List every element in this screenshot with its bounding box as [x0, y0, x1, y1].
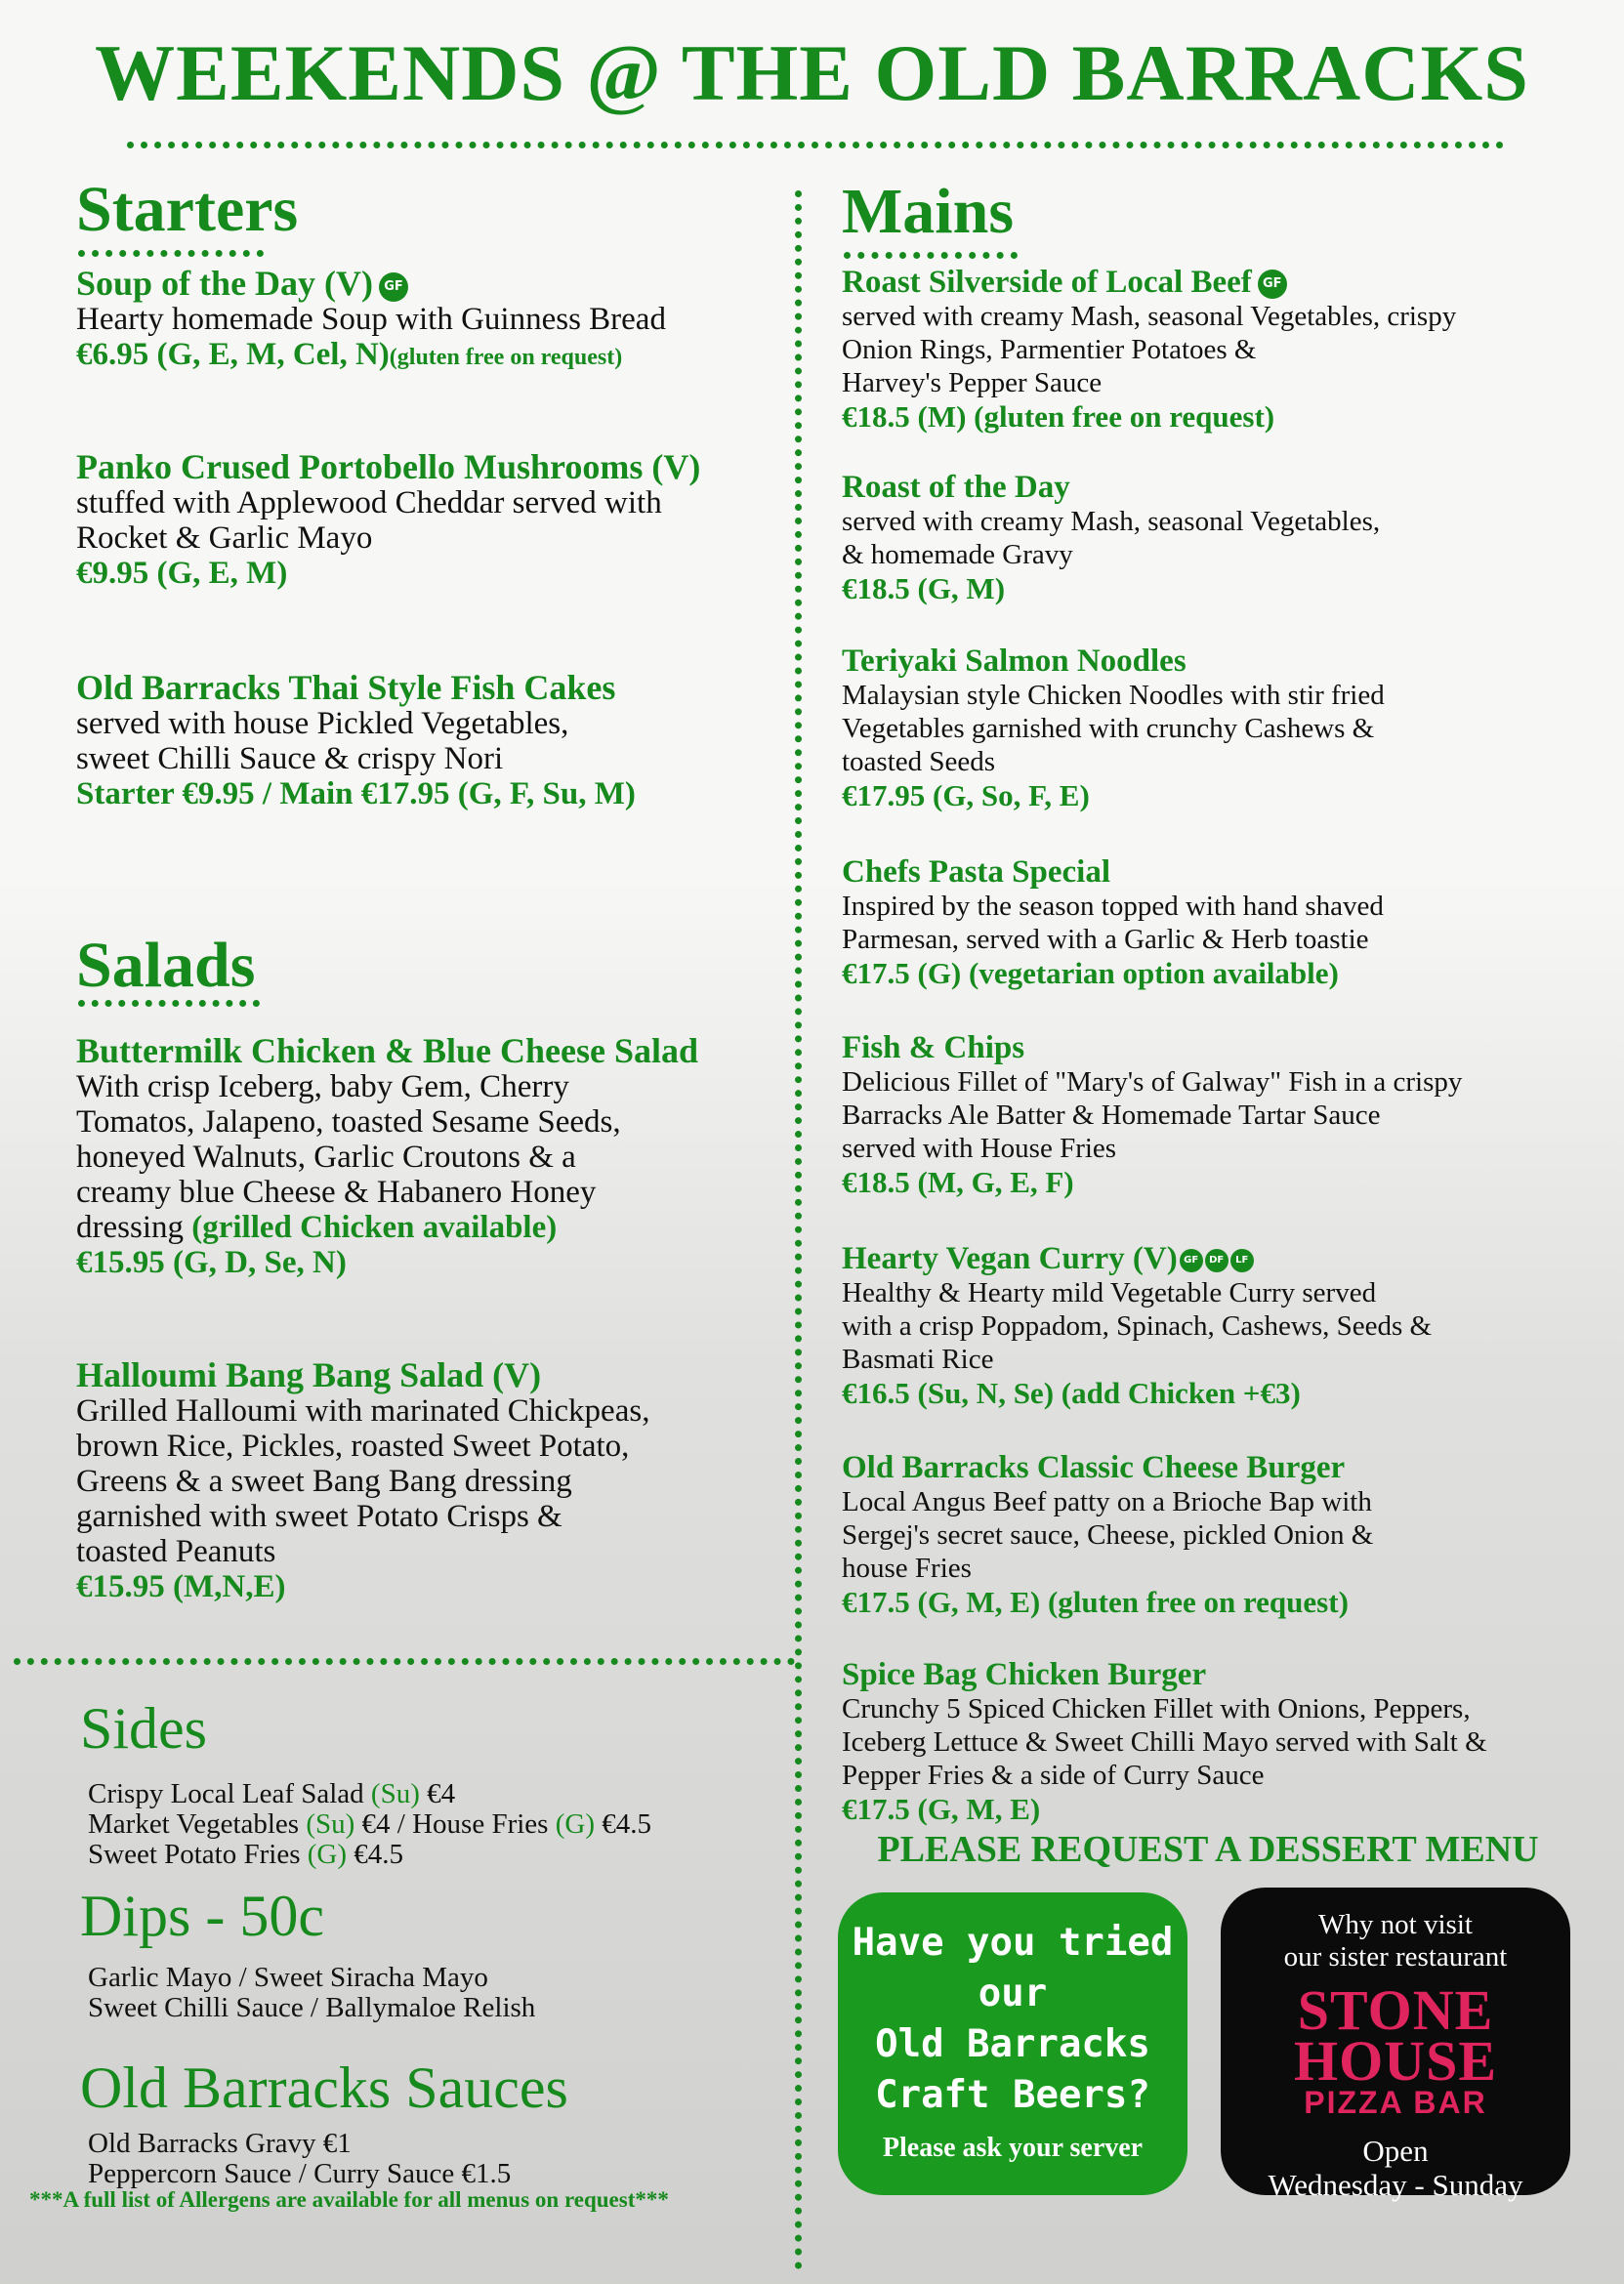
sister-restaurant-promo: [1221, 1888, 1570, 2202]
item-name: Hearty Vegan Curry (V): [842, 1241, 1178, 1276]
item-description-line: Delicious Fillet of "Mary's of Galway" Fish in a crispy: [842, 1066, 1463, 1098]
item-name: Roast Silverside of Local Beef: [842, 265, 1252, 300]
mains-underline: [844, 252, 1018, 259]
item-price: €18.5 (M) (gluten free on request): [842, 399, 1275, 434]
item-description-line: Malaysian style Chicken Noodles with stir fried: [842, 680, 1385, 711]
promo-line: Craft Beers?: [875, 2073, 1150, 2117]
item-description-line: Tomatos, Jalapeno, toasted Sesame Seeds,: [76, 1104, 621, 1140]
side-line: Sweet Potato Fries (G) €4.5: [88, 1839, 404, 1870]
menu-title: WEEKENDS @ THE OLD BARRACKS: [95, 28, 1529, 117]
item-description-line: Iceberg Lettuce & Sweet Chilli Mayo served with Salt &: [842, 1726, 1487, 1758]
promo-line: Old Barracks: [875, 2022, 1150, 2066]
item-description-line: toasted Peanuts: [76, 1534, 276, 1569]
item-price: €15.95 (G, D, Se, N): [76, 1245, 347, 1280]
item-description-line: brown Rice, Pickles, roasted Sweet Potato,: [76, 1429, 630, 1464]
item-price: €17.5 (G, M, E): [842, 1792, 1041, 1826]
item-description-line: Vegetables garnished with crunchy Cashews &: [842, 713, 1375, 744]
item-price: Starter €9.95 / Main €17.95 (G, F, Su, M): [76, 776, 636, 811]
item-description-line: honeyed Walnuts, Garlic Croutons & a: [76, 1140, 576, 1175]
gluten-free-badge: GF: [1180, 1249, 1203, 1272]
side-line: Market Vegetables (Su) €4 / House Fries (G) €4.5: [88, 1808, 651, 1840]
item-description-line: Inspired by the season topped with hand shaved: [842, 891, 1384, 922]
starter-soup: [76, 266, 818, 375]
item-name: Old Barracks Classic Cheese Burger: [842, 1450, 1346, 1485]
item-description-line: dressing: [76, 1210, 192, 1245]
sides-divider: [14, 1658, 795, 1665]
item-description-line: sweet Chilli Sauce & crispy Nori: [76, 741, 504, 776]
item-description-line: served with creamy Mash, seasonal Vegetables,: [842, 506, 1381, 537]
promo-ask: Please ask your server: [882, 2133, 1144, 2163]
item-description-line: & homemade Gravy: [842, 539, 1073, 570]
item-description-line: house Fries: [842, 1553, 972, 1584]
sauce-line: Old Barracks Gravy €1: [88, 2128, 352, 2159]
item-description-line: With crisp Iceberg, baby Gem, Cherry: [76, 1069, 569, 1104]
craft-beer-promo: [838, 1892, 1187, 2195]
item-description-line: Rocket & Garlic Mayo: [76, 520, 373, 556]
salads-underline: [78, 1000, 260, 1007]
item-name: Fish & Chips: [842, 1030, 1025, 1065]
starters-underline: [78, 250, 264, 257]
main-spice-bag-burger: [842, 1658, 1584, 1826]
item-price: €17.5 (G) (vegetarian option available): [842, 956, 1339, 990]
item-description-line: garnished with sweet Potato Crisps &: [76, 1499, 562, 1534]
item-description-line: creamy blue Cheese & Habanero Honey: [76, 1175, 597, 1210]
dips-heading: Dips - 50c: [80, 1884, 324, 1948]
salad-buttermilk-chicken: [76, 1033, 818, 1280]
item-description-line: Pepper Fries & a side of Curry Sauce: [842, 1760, 1265, 1791]
dessert-notice: PLEASE REQUEST A DESSERT MENU: [877, 1829, 1539, 1870]
opening-days: Wednesday - Sunday: [1268, 2168, 1523, 2202]
dip-line: Garlic Mayo / Sweet Siracha Mayo: [88, 1962, 488, 1993]
item-name: Halloumi Bang Bang Salad (V): [76, 1355, 542, 1394]
starter-mushrooms: [76, 449, 818, 591]
item-name: Soup of the Day (V): [76, 264, 374, 303]
main-roast-of-day: [842, 471, 1584, 605]
sauces-list: [88, 2129, 511, 2189]
item-description-line: toasted Seeds: [842, 746, 996, 777]
gluten-free-badge: GF: [1258, 270, 1287, 299]
allergens-note: ***A full list of Allergens are available for all menus on request***: [29, 2187, 669, 2212]
item-description-line: served with house Pickled Vegetables,: [76, 706, 569, 741]
item-description-line: Barracks Ale Batter & Homemade Tartar Sauce: [842, 1100, 1381, 1131]
dips-list: [88, 1963, 535, 2023]
item-description-line: Harvey's Pepper Sauce: [842, 367, 1103, 398]
item-description-line: stuffed with Applewood Cheddar served with: [76, 485, 662, 520]
sauces-heading: Old Barracks Sauces: [80, 2056, 568, 2120]
main-roast-silverside: [842, 266, 1584, 434]
item-description-line: Local Angus Beef patty on a Brioche Bap with: [842, 1486, 1372, 1517]
item-description-line: Greens & a sweet Bang Bang dressing: [76, 1464, 572, 1499]
item-name: Old Barracks Thai Style Fish Cakes: [76, 668, 616, 707]
item-description-line: Parmesan, served with a Garlic & Herb toastie: [842, 924, 1369, 955]
item-name: Teriyaki Salmon Noodles: [842, 644, 1187, 679]
item-description-line: Basmati Rice: [842, 1344, 994, 1375]
main-fish-chips: [842, 1031, 1584, 1199]
starter-fish-cakes: [76, 670, 818, 811]
item-price: €18.5 (G, M): [842, 571, 1006, 605]
item-description-line: Onion Rings, Parmentier Potatoes &: [842, 334, 1257, 365]
item-description-line: served with creamy Mash, seasonal Vegetables, crispy: [842, 301, 1457, 332]
item-description-line: Crunchy 5 Spiced Chicken Fillet with Onions, Peppers,: [842, 1693, 1471, 1724]
gluten-free-badge: GF: [379, 272, 408, 302]
promo-line: Have you tried: [852, 1921, 1174, 1965]
stone-house-logo: STONE HOUSE: [1293, 1978, 1498, 2093]
title-divider: [127, 142, 1504, 148]
pizza-bar-logo: PIZZA BAR: [1304, 2085, 1487, 2120]
item-price: €16.5 (Su, N, Se) (add Chicken +€3): [842, 1376, 1301, 1410]
promo-line: our: [978, 1972, 1048, 2015]
side-line: Crispy Local Leaf Salad (Su) €4: [88, 1778, 456, 1809]
mains-heading: Mains: [842, 176, 1015, 247]
item-name: Spice Bag Chicken Burger: [842, 1657, 1207, 1692]
sauce-line: Peppercorn Sauce / Curry Sauce €1.5: [88, 2158, 512, 2189]
item-name: Buttermilk Chicken & Blue Cheese Salad: [76, 1031, 699, 1070]
sides-heading: Sides: [80, 1696, 208, 1761]
promo-intro-line: Why not visit: [1318, 1909, 1473, 1940]
item-description-line: served with House Fries: [842, 1133, 1117, 1164]
sides-list: [88, 1779, 651, 1870]
item-name: Roast of the Day: [842, 470, 1070, 505]
dairy-free-badge: DF: [1205, 1249, 1228, 1272]
item-price: €6.95 (G, E, M, Cel, N): [76, 337, 390, 372]
item-option: (grilled Chicken available): [191, 1210, 558, 1245]
item-name: Chefs Pasta Special: [842, 854, 1110, 890]
starters-heading: Starters: [76, 174, 299, 245]
item-price: €18.5 (M, G, E, F): [842, 1165, 1074, 1199]
item-price: €15.95 (M,N,E): [76, 1569, 286, 1604]
promo-intro-line: our sister restaurant: [1283, 1941, 1508, 1973]
item-description: Hearty homemade Soup with Guinness Bread: [76, 302, 666, 337]
dip-line: Sweet Chilli Sauce / Ballymaloe Relish: [88, 1992, 536, 2023]
salad-halloumi: [76, 1357, 818, 1604]
item-price: €9.95 (G, E, M): [76, 556, 288, 591]
item-name: Panko Crused Portobello Mushrooms (V): [76, 447, 701, 486]
main-teriyaki-salmon: [842, 644, 1584, 812]
item-description-line: with a crisp Poppadom, Spinach, Cashews, Seeds &: [842, 1310, 1433, 1342]
item-price: €17.95 (G, So, F, E): [842, 778, 1090, 812]
opening-label: Open: [1362, 2134, 1429, 2168]
main-chefs-pasta: [842, 855, 1584, 990]
item-description-line: Sergej's secret sauce, Cheese, pickled Onion &: [842, 1519, 1374, 1551]
main-vegan-curry: [842, 1242, 1584, 1410]
item-price: €17.5 (G, M, E) (gluten free on request): [842, 1585, 1349, 1619]
main-cheese-burger: [842, 1451, 1584, 1619]
item-description-line: Healthy & Hearty mild Vegetable Curry served: [842, 1277, 1377, 1308]
item-note: (gluten free on request): [389, 345, 623, 370]
lactose-free-badge: LF: [1230, 1249, 1254, 1272]
salads-heading: Salads: [76, 930, 256, 1001]
item-description-line: Grilled Halloumi with marinated Chickpeas,: [76, 1393, 650, 1429]
